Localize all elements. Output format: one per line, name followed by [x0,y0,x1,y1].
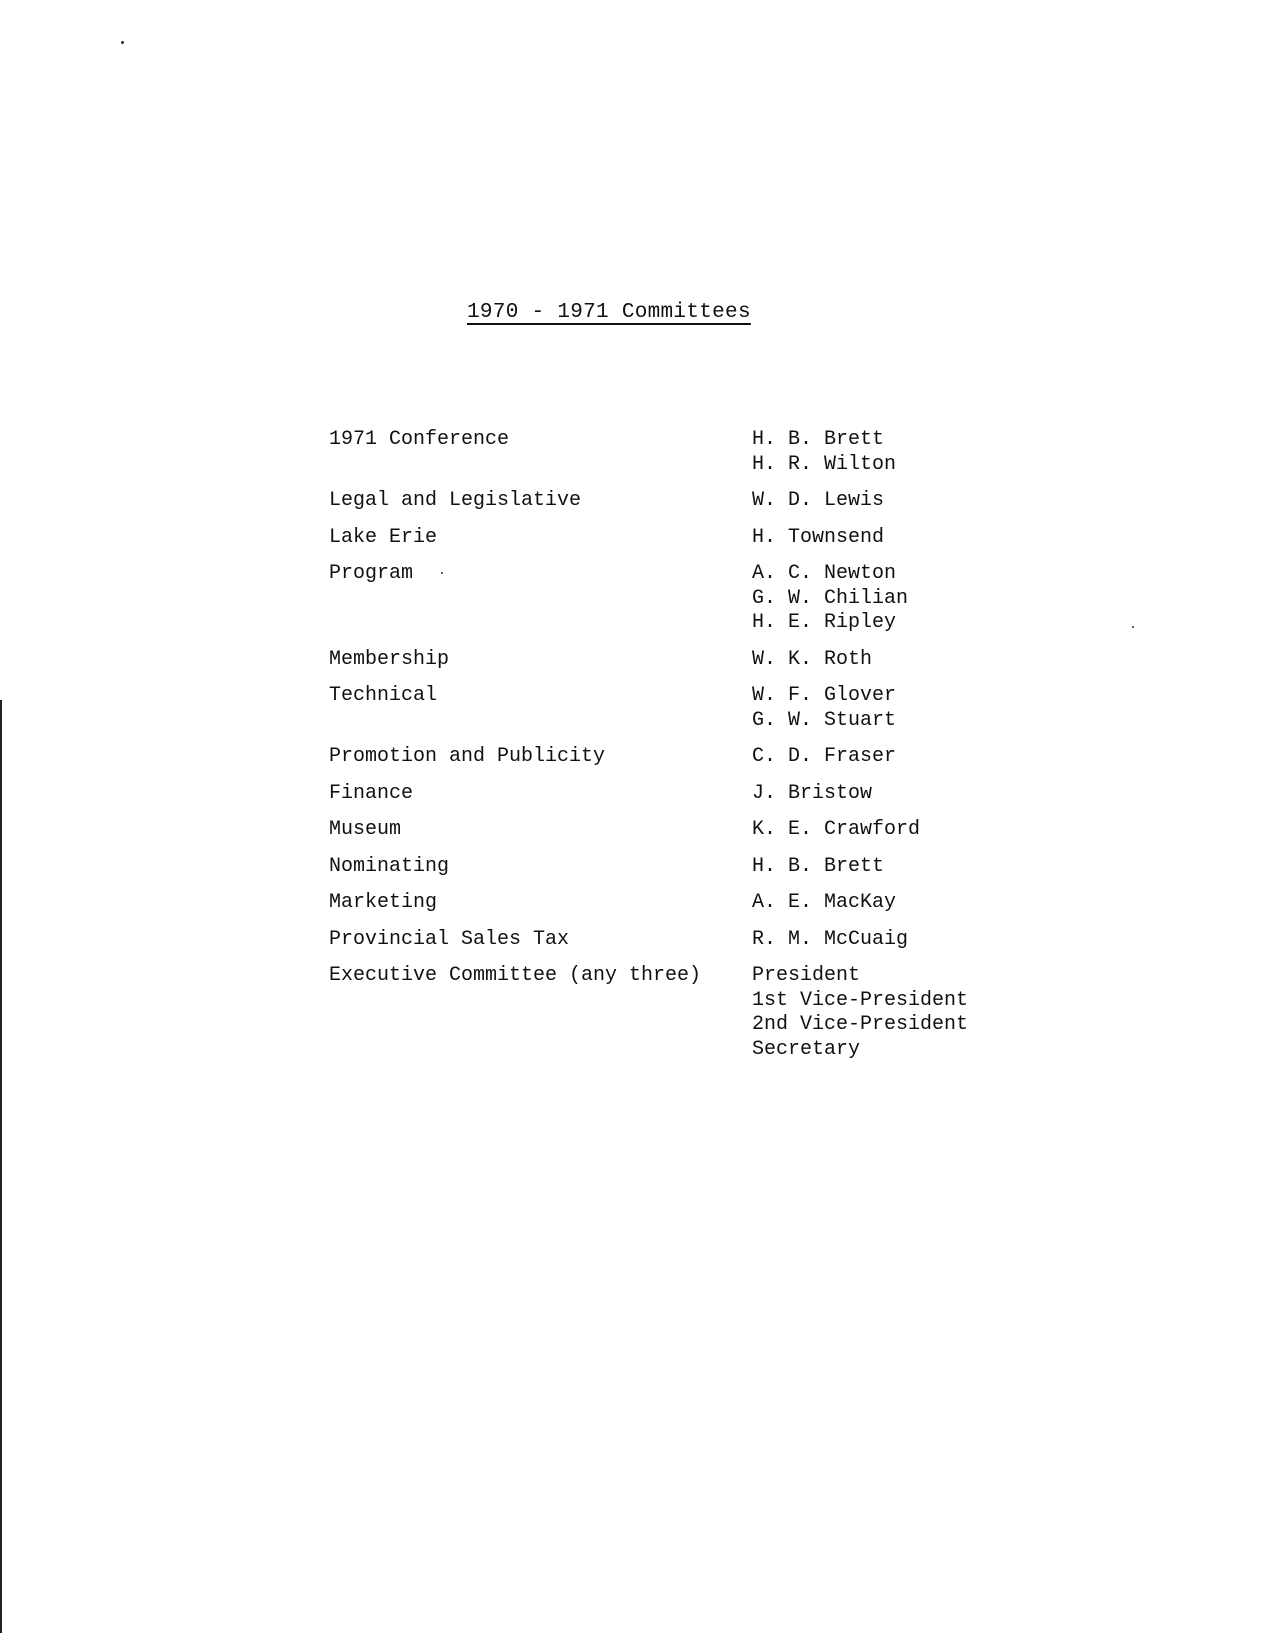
committee-members [752,562,908,636]
committee-members [752,428,896,477]
committee-members [752,818,920,843]
committee-row [329,684,1029,733]
committee-name: 1971 Conference [329,428,510,451]
committee-members [752,891,896,916]
committee-member: W. K. Roth [752,647,873,671]
committee-members [752,855,884,880]
committee-member: G. W. Chilian [752,586,909,610]
committee-member: President [752,964,861,987]
committee-member: H. R. Wilton [752,452,897,476]
committee-list [329,428,1029,1074]
committee-member: R. M. McCuaig [752,927,909,951]
committee-name: Executive Committee (any three) [329,964,702,987]
committee-member: A. E. MacKay [752,891,897,914]
scan-speck [1132,626,1134,628]
committee-member: 1st Vice-President [752,988,969,1012]
page-title: 1970 - 1971 Committees [467,301,751,324]
committee-name: Nominating [329,854,450,878]
committee-members [752,745,896,770]
committee-name: Provincial Sales Tax [329,927,570,951]
committee-members [752,648,872,673]
committee-member: J. Bristow [752,781,873,805]
committee-row [329,818,1029,843]
committee-name: Finance [329,781,414,805]
committee-name: Program [329,562,414,585]
committee-member: G. W. Stuart [752,708,897,732]
committee-name: Promotion and Publicity [329,745,606,768]
committee-row [329,745,1029,770]
committee-member: H. B. Brett [752,854,885,878]
committee-name: Technical [329,684,438,707]
committee-members [752,782,872,807]
committee-members [752,964,968,1062]
committee-member: W. D. Lewis [752,489,885,512]
committee-member: C. D. Fraser [752,745,897,768]
committee-member: H. E. Ripley [752,611,897,634]
committee-row [329,782,1029,807]
committee-name: Lake Erie [329,525,438,549]
committee-name: Legal and Legislative [329,489,582,512]
committee-row [329,489,1029,514]
committee-row [329,428,1029,477]
committee-member: W. F. Glover [752,684,897,707]
committee-row [329,891,1029,916]
scan-edge-line [0,700,2,1633]
committee-row [329,648,1029,673]
committee-members [752,526,884,551]
committee-member: Secretary [752,1037,861,1061]
scan-speck [121,41,124,44]
committee-member: A. C. Newton [752,562,897,585]
committee-members [752,684,896,733]
committee-name: Membership [329,647,450,671]
committee-member: 2nd Vice-President [752,1013,969,1036]
committee-row [329,855,1029,880]
committee-member: K. E. Crawford [752,818,921,841]
committee-row [329,964,1029,1062]
committee-row [329,526,1029,551]
committee-name: Museum [329,818,402,841]
committee-member: H. Townsend [752,525,885,549]
committee-members [752,928,908,953]
committee-row [329,562,1029,636]
committee-member: H. B. Brett [752,428,885,451]
committee-members [752,489,884,514]
committee-name: Marketing [329,891,438,914]
committee-row [329,928,1029,953]
